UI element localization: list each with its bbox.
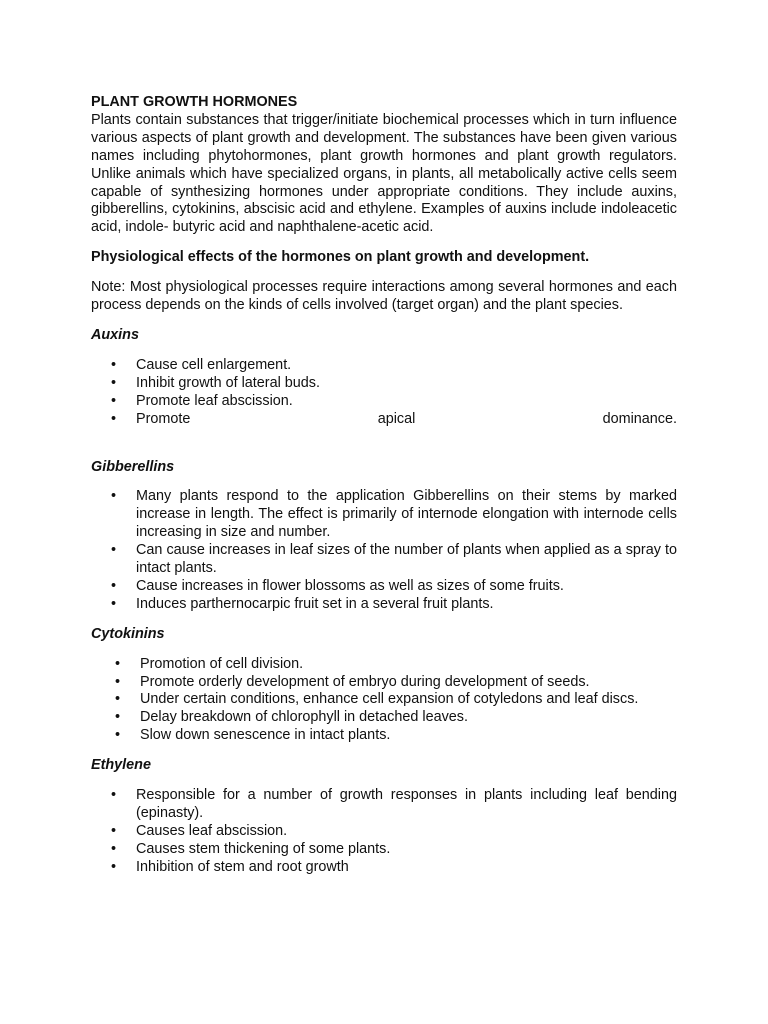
document-page <box>91 94 677 877</box>
bullet-icon: • <box>111 822 117 839</box>
bullet-icon: • <box>115 727 121 744</box>
list-item <box>91 578 677 596</box>
list-item-text <box>136 411 677 429</box>
bullet-icon: • <box>115 709 121 726</box>
effects-heading: Physiological effects of the hormones on plant growth and development. <box>91 249 590 266</box>
list-item <box>91 488 677 542</box>
word: apical <box>377 410 416 427</box>
list-item <box>91 787 677 823</box>
list-item <box>91 542 677 578</box>
cytokinins-heading: Cytokinins <box>91 625 165 642</box>
bullet-icon: • <box>111 374 117 391</box>
bullet-icon: • <box>111 410 117 427</box>
bullet-icon: • <box>111 356 117 373</box>
bullet-icon: • <box>115 673 121 690</box>
list-item <box>91 674 677 692</box>
document-title: PLANT GROWTH HORMONES <box>91 94 298 110</box>
list-item-text: Slow down senescence in intact plants. <box>140 727 391 744</box>
list-item-text: Inhibit growth of lateral buds. <box>136 374 320 391</box>
word: Promote <box>136 410 191 427</box>
list-item <box>91 691 677 709</box>
list-item-text: Promote orderly development of embryo during development of seeds. <box>140 673 590 690</box>
spacer <box>91 429 677 459</box>
cytokinins-list <box>91 656 677 746</box>
spacer <box>91 614 677 626</box>
bullet-icon: • <box>115 691 121 708</box>
list-item-text: Can cause increases in leaf sizes of the number of plants when applied as a spray to intact plants. <box>136 542 677 577</box>
bullet-icon: • <box>111 840 117 857</box>
auxins-heading: Auxins <box>91 326 139 343</box>
list-item-text: Cause cell enlargement. <box>136 356 292 373</box>
list-item <box>91 727 677 745</box>
list-item-text: Cause increases in flower blossoms as well as sizes of some fruits. <box>136 577 564 594</box>
list-item-text: Induces parthernocarpic fruit set in a several fruit plants. <box>136 595 494 612</box>
list-item <box>91 375 677 393</box>
list-item-text: Promote leaf abscission. <box>136 392 293 409</box>
list-item-text: Responsible for a number of growth responses in plants including leaf bending (epinasty). <box>136 787 677 821</box>
bullet-icon: • <box>111 488 117 505</box>
list-item <box>91 841 677 859</box>
spacer <box>91 745 677 757</box>
list-item-text: Causes leaf abscission. <box>136 822 288 839</box>
list-item <box>91 357 677 375</box>
list-item <box>91 656 677 674</box>
list-item-text: Under certain conditions, enhance cell expansion of cotyledons and leaf discs. <box>140 691 639 708</box>
ethylene-heading: Ethylene <box>91 757 151 774</box>
list-item <box>91 823 677 841</box>
list-item <box>91 596 677 614</box>
gibberellins-heading: Gibberellins <box>91 458 175 475</box>
word: dominance. <box>602 410 677 427</box>
list-item-text: Promotion of cell division. <box>140 655 304 672</box>
bullet-icon: • <box>111 542 117 559</box>
auxins-list <box>91 357 677 429</box>
bullet-icon: • <box>111 595 117 612</box>
list-item <box>91 393 677 411</box>
list-item-text: Delay breakdown of chlorophyll in detached leaves. <box>140 709 468 726</box>
bullet-icon: • <box>111 787 117 804</box>
list-item <box>91 411 677 429</box>
list-item-text: Causes stem thickening of some plants. <box>136 840 391 857</box>
list-item <box>91 859 677 877</box>
list-item <box>91 709 677 727</box>
gibberellins-list <box>91 488 677 613</box>
bullet-icon: • <box>111 577 117 594</box>
intro-paragraph: Plants contain substances that trigger/initiate biochemical processes which in turn influence various aspects of plant growth and development. The substances have been given various names including phytohormones, plant growth hormones and plant growth regulators. Unlike animals which have specialized organs, in plants, all metabolically active cells seem capable of synthesizing hormones under appropriate conditions. They include auxins, gibberellins, cytokinins, abscisic acid and ethylene. Examples of auxins include indoleacetic acid, indole- butyric acid and naphthalene-acetic acid. <box>91 111 677 236</box>
bullet-icon: • <box>111 392 117 409</box>
list-item-text: Many plants respond to the application Gibberellins on their stems by marked increase in length. The effect is primarily of internode elongation with internode cells increasing in size and number. <box>136 488 677 541</box>
note-paragraph: Note: Most physiological processes require interactions among several hormones and each process depends on the kinds of cells involved (target organ) and the plant species. <box>91 279 677 314</box>
bullet-icon: • <box>111 858 117 875</box>
ethylene-list <box>91 787 677 877</box>
bullet-icon: • <box>115 655 121 672</box>
list-item-text: Inhibition of stem and root growth <box>136 858 349 875</box>
